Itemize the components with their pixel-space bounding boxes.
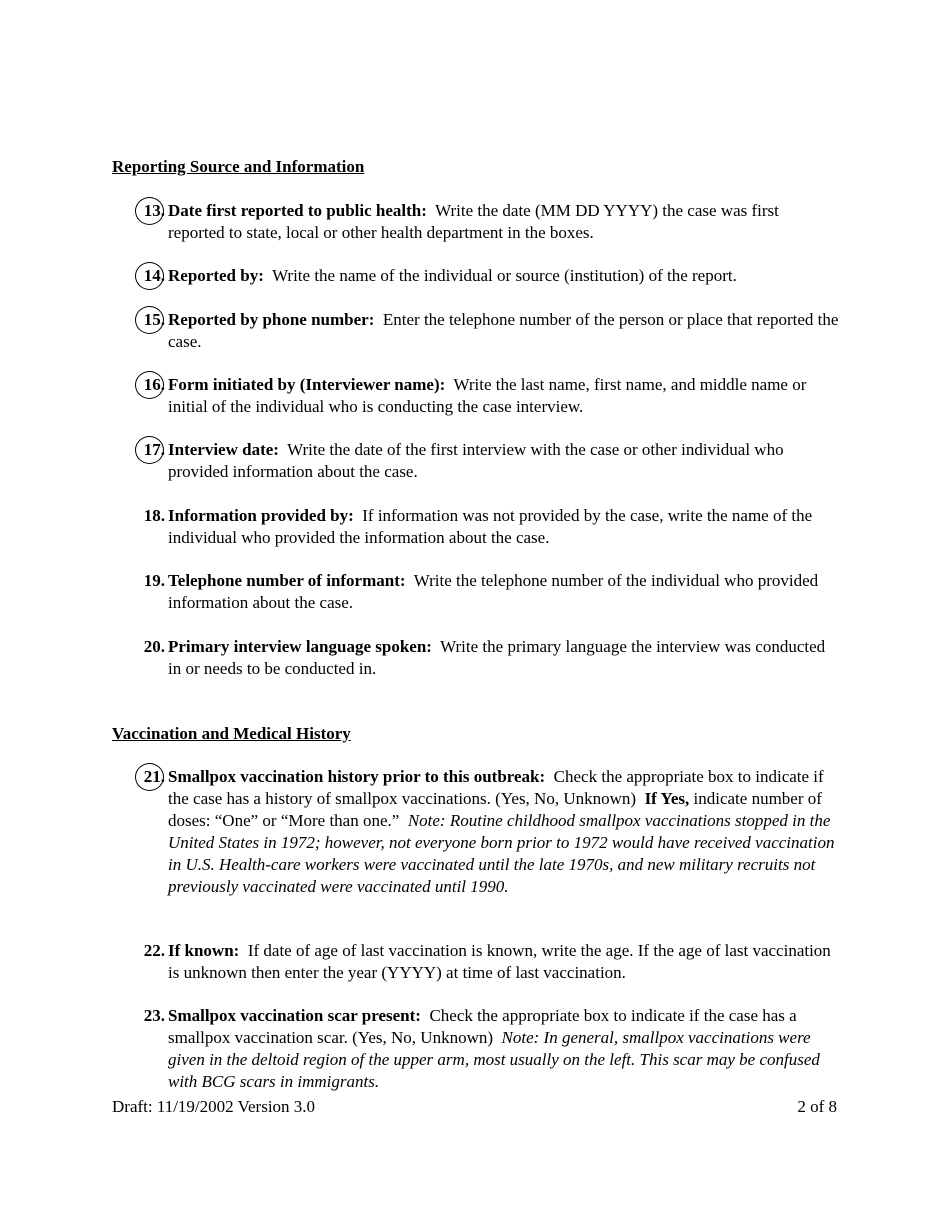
item-text-18: [168, 505, 839, 549]
item-text-22: [168, 940, 839, 984]
list-item-17: [134, 439, 839, 483]
item-number-21: 21.: [134, 766, 165, 788]
item-body-17: Write the date of the first interview with the case or other individual who provided information about the case.: [168, 440, 784, 481]
item-body-14: Write the name of the individual or source (institution) of the report.: [272, 266, 737, 285]
item-label-21-if-yes: If Yes,: [644, 789, 690, 808]
item-number-18: 18.: [143, 506, 165, 525]
item-body-18: If information was not provided by the case, write the name of the individual who provided the information about the case.: [168, 506, 813, 547]
item-label-19: Telephone number of informant:: [168, 571, 406, 590]
item-number-13: 13.: [134, 200, 165, 222]
list-item-19: [134, 570, 839, 614]
list-item-21: [134, 766, 839, 898]
item-number-20: 20.: [143, 637, 165, 656]
item-number-15: 15.: [134, 309, 165, 331]
item-note-21: Note: Routine childhood smallpox vaccinations stopped in the United States in 1972; however, not everyone born prior to 1972 would have received vaccination in U.S. Health-care workers were vaccinated until the late 1970s, and new military recruits not previously vaccinated were vaccinated until 1990.: [168, 811, 835, 896]
item-label-15: Reported by phone number:: [168, 310, 375, 329]
item-label-13: Date first reported to public health:: [168, 201, 427, 220]
item-number-19: 19.: [143, 571, 165, 590]
list-item-22: [134, 940, 839, 984]
item-label-18: Information provided by:: [168, 506, 354, 525]
item-body-13: Write the date (MM DD YYYY) the case was first reported to state, local or other health department in the boxes.: [168, 201, 779, 242]
list-item-14: [134, 265, 839, 287]
section-heading-vaccination-history: Vaccination and Medical History: [112, 724, 351, 743]
item-label-23: Smallpox vaccination scar present:: [168, 1006, 421, 1025]
footer-page-number: 2 of 8: [797, 1097, 837, 1116]
item-text-15: [168, 309, 839, 353]
list-item-16: [134, 374, 839, 418]
item-label-21: Smallpox vaccination history prior to this outbreak:: [168, 767, 546, 786]
item-body-16: Write the last name, first name, and middle name or initial of the individual who is conducting the case interview.: [168, 375, 807, 416]
item-body-22: If date of age of last vaccination is known, write the age. If the age of last vaccination is unknown then enter the year (YYYY) at time of last vaccination.: [168, 941, 831, 982]
list-item-18: [134, 505, 839, 549]
section-heading-reporting-source: Reporting Source and Information: [112, 157, 365, 176]
item-body-15: Enter the telephone number of the person or place that reported the case.: [168, 310, 839, 351]
list-item-13: [134, 200, 839, 244]
item-text-13: [168, 200, 839, 244]
item-text-19: [168, 570, 839, 614]
item-label-16: Form initiated by (Interviewer name):: [168, 375, 446, 394]
item-body-23: Check the appropriate box to indicate if the case has a smallpox vaccination scar. (Yes, No, Unknown): [168, 1006, 797, 1047]
list-item-15: [134, 309, 839, 353]
item-number-17: 17.: [134, 439, 165, 461]
item-number-14: 14.: [134, 265, 165, 287]
item-body-19: Write the telephone number of the individual who provided information about the case.: [168, 571, 819, 612]
item-text-21: [168, 766, 839, 898]
list-item-23: [134, 1005, 839, 1093]
item-text-20: [168, 636, 839, 680]
item-label-22: If known:: [168, 941, 240, 960]
item-text-17: [168, 439, 839, 483]
item-text-23: [168, 1005, 839, 1093]
footer-draft-version: Draft: 11/19/2002 Version 3.0: [112, 1097, 316, 1116]
item-note-23: Note: In general, smallpox vaccinations were given in the deltoid region of the upper arm, most usually on the left. This scar may be confused with BCG scars in immigrants.: [168, 1028, 820, 1091]
item-body-20: Write the primary language the interview was conducted in or needs to be conducted in.: [168, 637, 826, 678]
item-text-16: [168, 374, 839, 418]
item-body-21: Check the appropriate box to indicate if the case has a history of smallpox vaccinations. (Yes, No, Unknown): [168, 767, 824, 808]
item-text-14: [168, 265, 839, 287]
item-number-23: 23.: [143, 1006, 165, 1025]
item-label-17: Interview date:: [168, 440, 279, 459]
item-number-16: 16.: [134, 374, 165, 396]
item-label-20: Primary interview language spoken:: [168, 637, 432, 656]
item-body-21-doses: indicate number of doses: “One” or “More than one.”: [168, 789, 822, 830]
item-number-22: 22.: [143, 941, 165, 960]
list-item-20: [134, 636, 839, 680]
item-label-14: Reported by:: [168, 266, 264, 285]
